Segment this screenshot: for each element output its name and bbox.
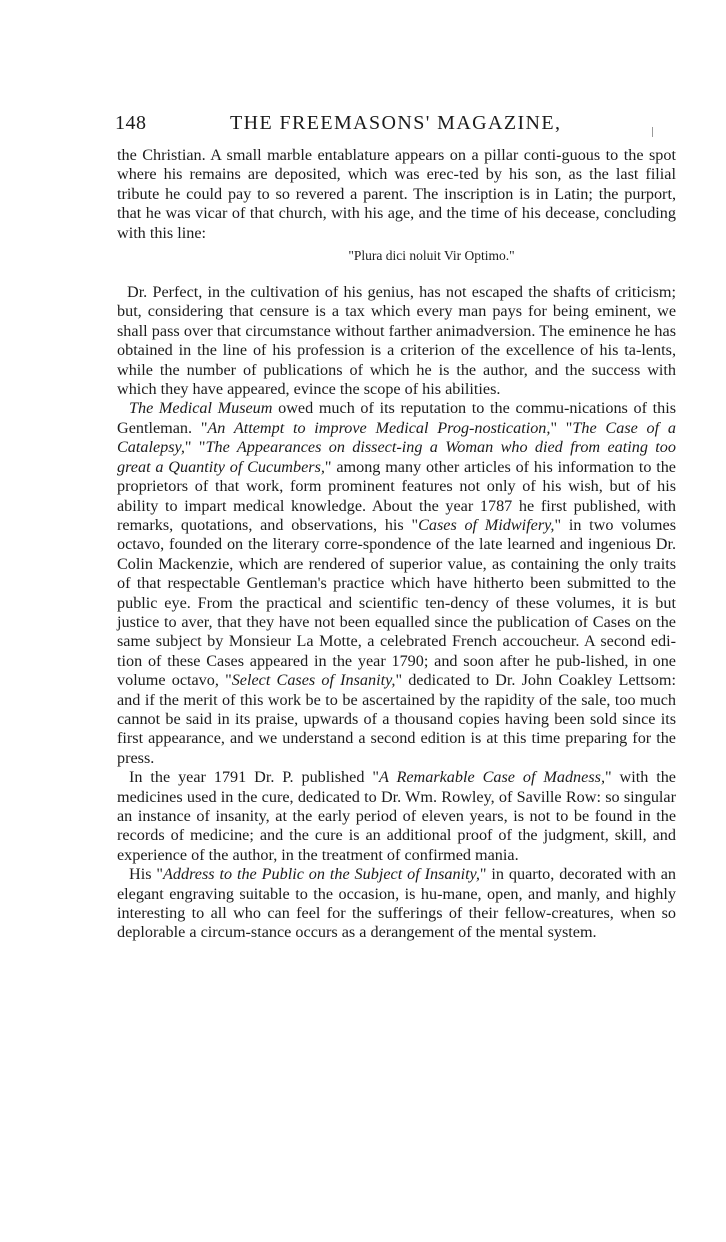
- tick-mark: [652, 127, 653, 137]
- paragraph-5: [117, 865, 676, 943]
- italic-title-text: The Medical Museum: [129, 399, 273, 418]
- body-text: owed much of its reputation to the commu-nications of this Gentleman. ": [117, 399, 676, 437]
- paragraph-4: [117, 768, 676, 865]
- body-text: the Christian. A small marble entablature appears on a pillar conti-guous to the spot where his remains are deposited, which was erec-ted by his son, as the last filial tribute he could pay to so revered a parent. The inscription is in Latin; the purport, that he was vicar of that church, with his age, and the time of his decease, concluding with this line:: [117, 146, 676, 242]
- page-number: 148: [115, 112, 147, 134]
- paragraph-2: [117, 283, 676, 399]
- paragraph-1: [117, 146, 676, 243]
- body-text: In the year 1791 Dr. P. published ": [129, 768, 379, 787]
- body-text: " in two volumes octavo, founded on the literary corre-spondence of the late learned and ingenious Dr. Colin Mackenzie, which are rendered of superior value, as containing the only traits of that respectable Gentleman's practice which have hitherto been submitted to the public eye. From the practical and scientific ten-dency of these volumes, it is but justice to aver, that they have not been equalled since the publication of Cases on the same subject by Monsieur La Motte, a celebrated French accoucheur. A second edi-tion of these Cases appeared in the year 1790; and soon after he pub-lished, in one volume octavo, ": [117, 515, 676, 690]
- body-text: " dedicated to Dr. John Coakley Lettsom: and if the merit of this work be to be ascertained by the rapidity of the sale, too much cannot be said in its praise, upwards of a thousand copies having been sold since its first appearance, and we understand a second edition is at this time preparing for the press.: [117, 671, 676, 767]
- italic-title-text: Address to the Public on the Subject of Insanity,: [163, 865, 480, 884]
- running-title: THE FREEMASONS' MAGAZINE,: [230, 112, 562, 134]
- body-text: His ": [129, 865, 163, 884]
- italic-title-text: The Appearances on dissect-ing a Woman who died from eating too great a Quantity of Cucumbers,: [117, 438, 676, 476]
- article-body: [117, 146, 676, 943]
- italic-title-text: Cases of Midwifery,: [418, 515, 555, 534]
- body-text: " ": [550, 418, 573, 437]
- body-text: " ": [184, 438, 206, 457]
- italic-title-text: A Remarkable Case of Madness,: [378, 768, 605, 787]
- body-text: " with the medicines used in the cure, dedicated to Dr. Wm. Rowley, of Saville Row: so singular an instance of insanity, at the early period of eleven years, is not to be found in the records of medicine; and the cure is an additional proof of the judgment, skill, and experience of the author, in the treatment of confirmed mania.: [117, 768, 676, 864]
- paragraph-3: [117, 399, 676, 768]
- body-text: " among many other articles of his information to the proprietors of that work, form prominent features not only of his wish, but of his ability to impart medical knowledge. About the year 1787 he first published, with remarks, quotations, and observations, his ": [117, 457, 676, 534]
- body-text: " in quarto, decorated with an elegant engraving suitable to the occasion, is hu-mane, open, and manly, and highly interesting to all who can feel for the sufferings of their fellow-creatures, when so deplorable a circum-stance occurs as a derangement of the mental system.: [117, 865, 676, 942]
- body-text: Dr. Perfect, in the cultivation of his genius, has not escaped the shafts of criticism; but, considering that censure is a tax which every man pays for being eminent, we shall pass over that circumstance without farther animadversion. The eminence he has obtained in the line of his profession is a criterion of the excellence of his ta-lents, while the number of publications of which he is the author, and the success with which they have appeared, evince the scope of his abilities.: [117, 283, 676, 399]
- italic-title-text: Select Cases of Insanity,: [231, 671, 396, 690]
- italic-title-text: An Attempt to improve Medical Prog-nostication,: [207, 418, 551, 437]
- page-header: [115, 112, 675, 142]
- italic-title-text: The Case of a Catalepsy,: [117, 418, 676, 457]
- latin-inscription-quote: "Plura dici noluit Vir Optimo.": [348, 248, 515, 264]
